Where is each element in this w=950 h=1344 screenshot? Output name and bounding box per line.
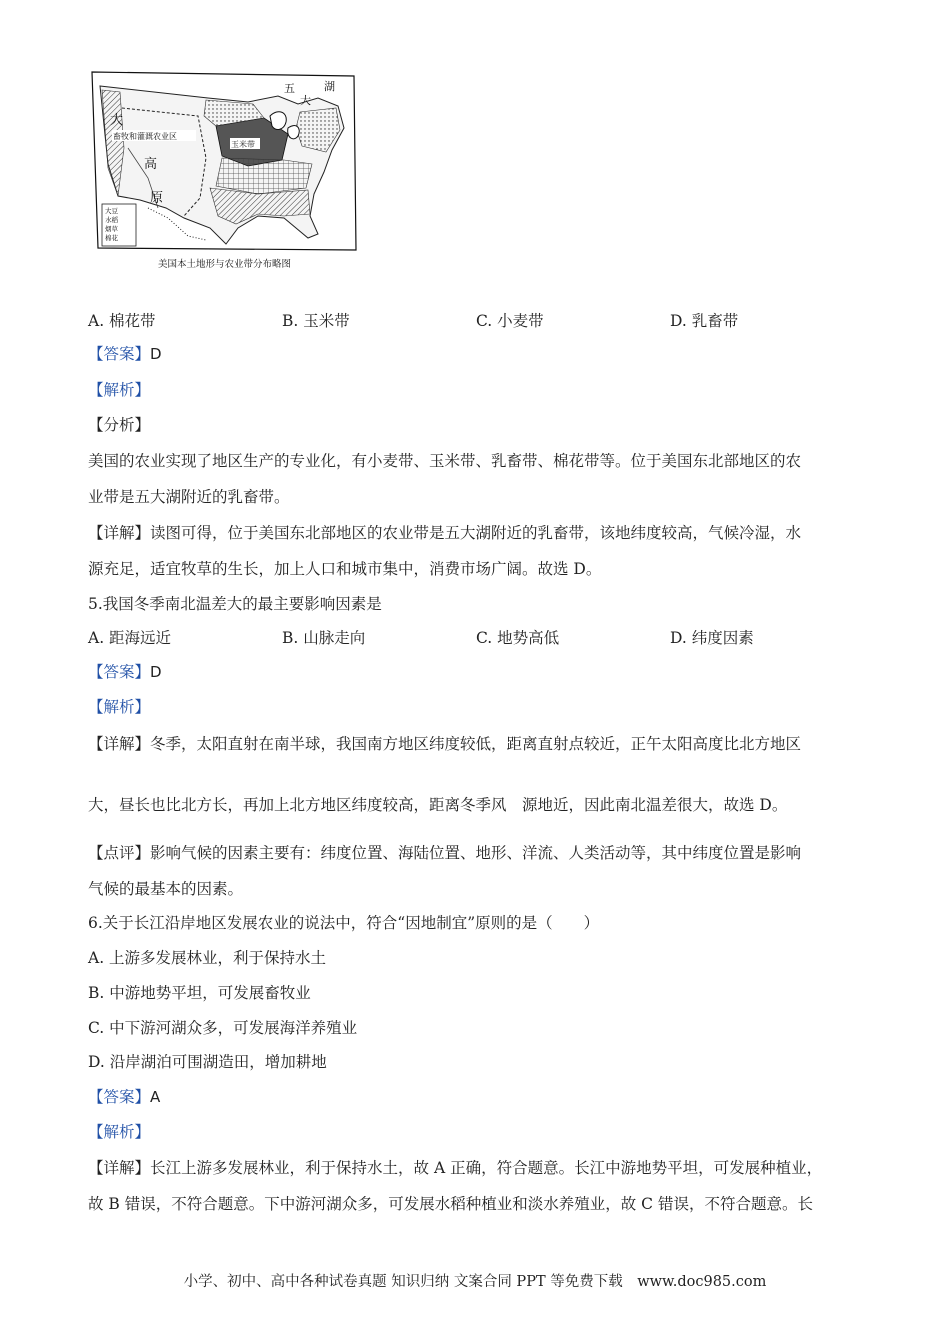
q6-option-a: A. 上游多发展林业，利于保持水土: [88, 949, 327, 967]
map-legend-3: 烟草: [105, 225, 118, 233]
q6-jiexi-tag: 【解析】: [88, 1123, 151, 1141]
map-caption: 美国本土地形与农业带分布略图: [158, 259, 292, 270]
q6-xiangjie-line2: 故 B 错误，不符合题意。下中游河湖众多，可发展水稻种植业和淡水养殖业，故 C 错误，不符合题意。长: [88, 1195, 813, 1213]
answer-tag: 【答案】: [88, 345, 151, 363]
xiangjie-text: 读图可得，位于美国东北部地区的农业带是五大湖附近的乳畜带，该地纬度较高，气候冷湿，水: [150, 524, 802, 542]
q4-option-b: B. 玉米带: [282, 312, 350, 330]
q5-dianping-line2: 气候的最基本的因素。: [88, 880, 244, 898]
q4-xiangjie: [88, 523, 801, 543]
q5-option-b: B. 山脉走向: [282, 629, 366, 647]
map-label-ranching: 畜牧和灌溉农业区: [113, 132, 177, 141]
answer-value: D: [150, 663, 162, 681]
xiangjie-tag: 【详解】: [88, 524, 151, 542]
xiangjie-tag: 【详解】: [88, 1159, 151, 1177]
map-label-corn-belt: 玉米带: [231, 140, 255, 149]
q4-answer: [88, 344, 162, 364]
q5-dianping: [88, 843, 801, 863]
answer-tag: 【答案】: [88, 663, 151, 681]
dianping-text: 影响气候的因素主要有：纬度位置、海陆位置、地形、洋流、人类活动等，其中纬度位置是影响: [150, 844, 802, 862]
q4-jiexi-tag: 【解析】: [88, 381, 151, 399]
map-legend-2: 水稻: [105, 216, 118, 224]
map-legend-1: 大豆: [105, 207, 118, 215]
q5-option-d: D. 纬度因素: [670, 629, 754, 647]
dianping-tag: 【点评】: [88, 844, 151, 862]
q4-xiangjie-line2: 源充足，适宜牧草的生长，加上人口和城市集中，消费市场广阔。故选 D。: [88, 560, 602, 578]
answer-tag: 【答案】: [88, 1088, 151, 1106]
q6-option-d: D. 沿岸湖泊可围湖造田，增加耕地: [88, 1053, 327, 1071]
answer-value: D: [150, 345, 162, 363]
q5-jiexi-tag: 【解析】: [88, 698, 151, 716]
xiangjie-text: 冬季，太阳直射在南半球，我国南方地区纬度较低，距离直射点较近，正午太阳高度比北方地区: [150, 735, 802, 753]
q6-stem: 6.关于长江沿岸地区发展农业的说法中，符合“因地制宜”原则的是（ ）: [88, 914, 600, 932]
map-label-da2: 大: [300, 94, 311, 107]
q5-option-c: C. 地势高低: [476, 629, 560, 647]
map-legend-4: 棉花: [105, 234, 118, 242]
q4-fenxi-tag: 【分析】: [88, 416, 151, 434]
q4-fenxi-line1: 美国的农业实现了地区生产的专业化，有小麦带、玉米带、乳畜带、棉花带等。位于美国东北部地区的农: [88, 452, 802, 470]
map-label-yuan: 原: [150, 191, 164, 206]
q6-option-c: C. 中下游河湖众多，可发展海洋养殖业: [88, 1019, 358, 1037]
q5-stem: 5.我国冬季南北温差大的最主要影响因素是: [88, 595, 382, 613]
q5-xiangjie: [88, 734, 801, 754]
answer-value: A: [150, 1088, 161, 1106]
q5-answer: [88, 662, 162, 682]
q4-option-d: D. 乳畜带: [670, 312, 739, 330]
map-label-da: 大: [110, 113, 124, 128]
q5-option-a: A. 距海远近: [88, 629, 172, 647]
q5-xiangjie-line2: 大，昼长也比北方长，再加上北方地区纬度较高，距离冬季风 源地近，因此南北温差很大，故选 D。: [88, 796, 788, 814]
xiangjie-tag: 【详解】: [88, 735, 151, 753]
us-agriculture-map: [88, 68, 358, 273]
q4-fenxi-line2: 业带是五大湖附近的乳畜带。: [88, 488, 290, 506]
page-footer: 小学、初中、高中各种试卷真题 知识归纳 文案合同 PPT 等免费下载 www.doc985.com: [183, 1274, 767, 1290]
q4-option-a: A. 棉花带: [88, 312, 156, 330]
map-label-hu: 湖: [324, 80, 335, 93]
q6-answer: [88, 1087, 160, 1107]
xiangjie-text: 长江上游多发展林业，利于保持水土，故 A 正确，符合题意。长江中游地势平坦，可发展种植业，: [150, 1159, 823, 1177]
map-label-gao: 高: [144, 157, 158, 172]
map-label-wu: 五: [284, 82, 295, 95]
q4-option-c: C. 小麦带: [476, 312, 544, 330]
q6-xiangjie: [88, 1158, 822, 1178]
q6-option-b: B. 中游地势平坦，可发展畜牧业: [88, 984, 311, 1002]
